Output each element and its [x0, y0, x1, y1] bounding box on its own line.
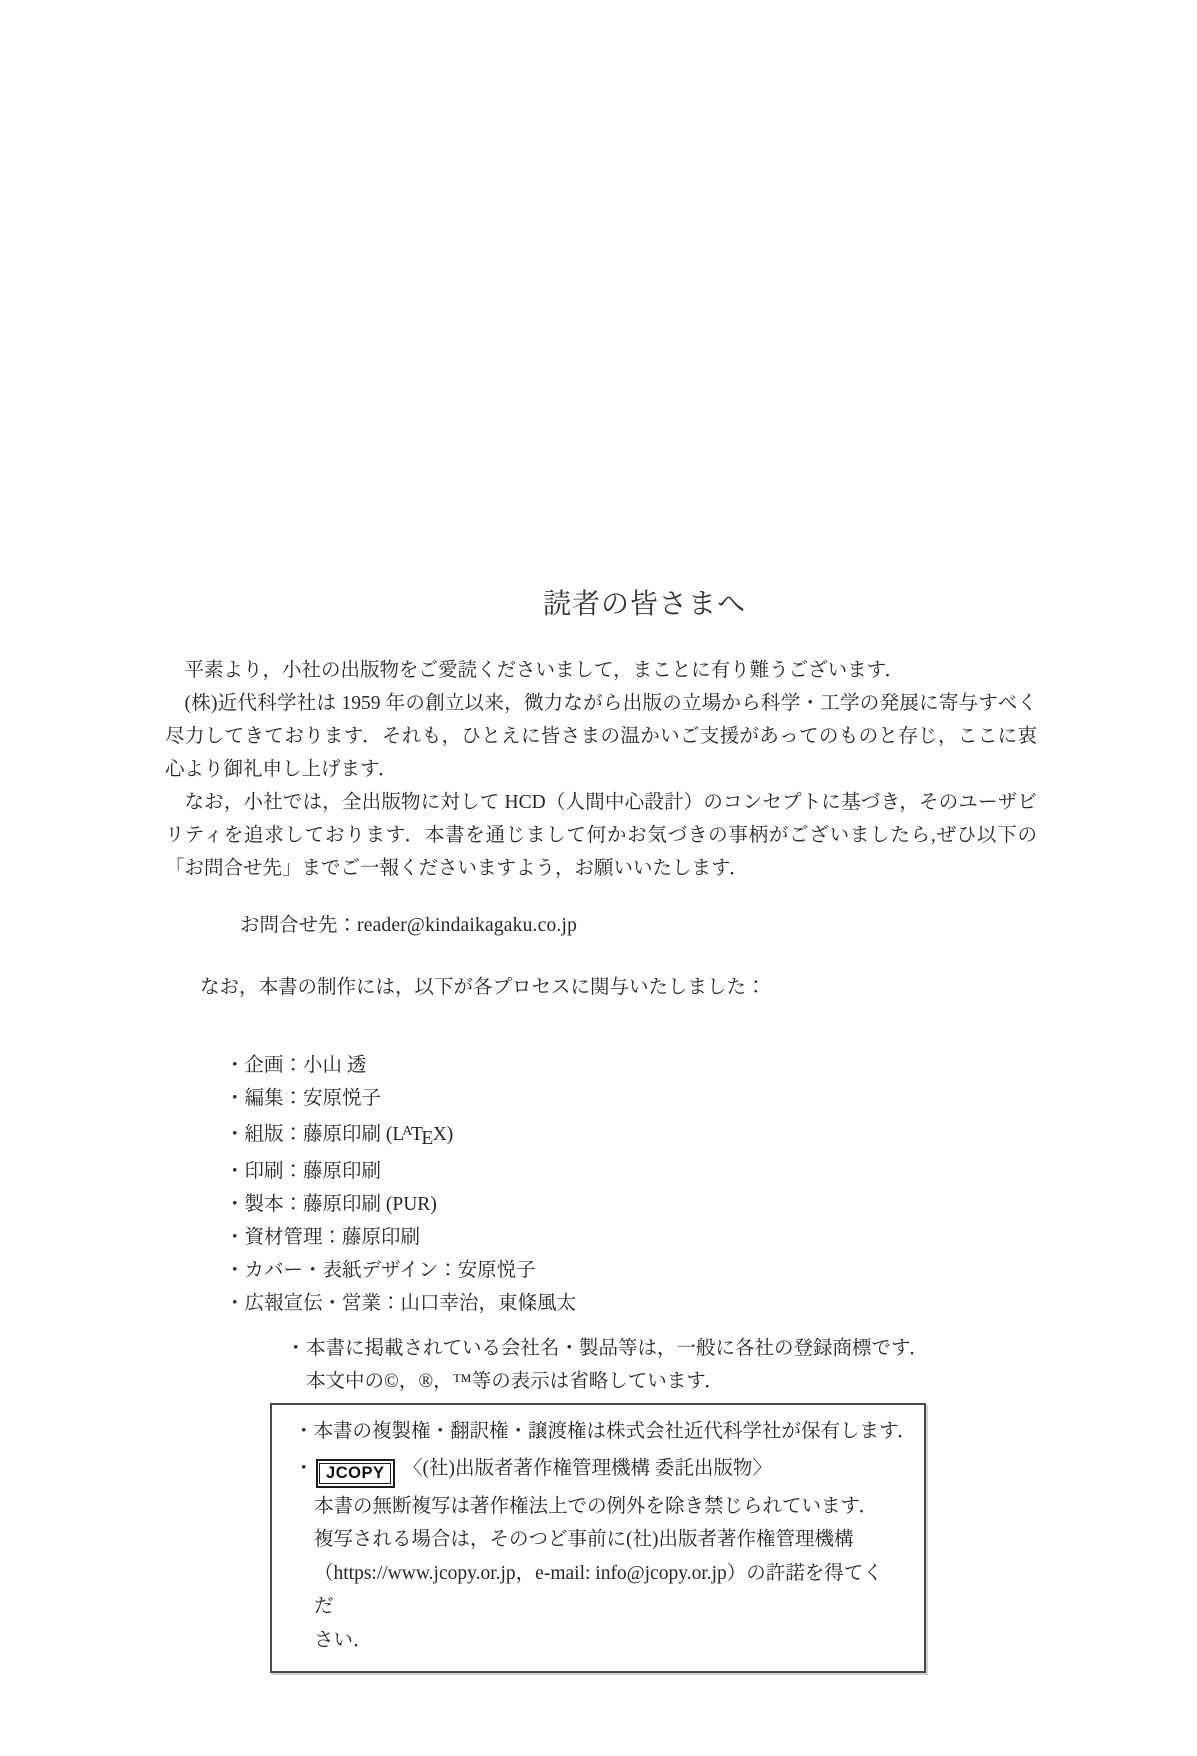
bullet-icon: ・ [225, 1055, 245, 1076]
copyright-rights-line [294, 1415, 917, 1449]
credits-list [225, 1049, 576, 1320]
bullet-icon: ・ [294, 1457, 314, 1479]
credit-text: 製本：藤原印刷 (PUR) [244, 1194, 437, 1216]
bullet-icon: ・ [225, 1161, 245, 1183]
credit-item [225, 1115, 576, 1155]
credit-text: 組版：藤原印刷 $(L^ATEX)$ [244, 1123, 454, 1150]
contact-email: reader@kindaikagaku.co.jp [357, 915, 578, 936]
credit-item [225, 1221, 576, 1254]
bullet-icon: ・ [225, 1123, 245, 1145]
contact-line [240, 909, 577, 942]
bullet-icon: ・ [225, 1088, 245, 1109]
paragraph-hcd: なお，小社では，全出版物に対して HCD（人間中心設計）のコンセプトに基づき，そのユーザビリティを追求しております．本書を通じまして何かお気づきの事柄がございましたら,ぜひ以下の「お問合せ先」までご一報くださいますよう，お願いいたします． [165, 792, 1037, 879]
contact-label: お問合せ先： [240, 915, 358, 936]
bullet-icon: ・ [294, 1421, 314, 1442]
copyright-box [270, 1403, 926, 1673]
jcopy-logo [316, 1459, 395, 1488]
intro-paragraphs [165, 654, 1037, 885]
copyright-body-line: 本書の無断複写は著作権法上での例外を除き禁じられています． [314, 1495, 878, 1517]
credit-text: 編集：安原悦子 [244, 1088, 382, 1109]
bullet-icon: ・ [225, 1194, 245, 1216]
paragraph-thanks: 平素より，小社の出版物をご愛読くださいまして，まことに有り難うございます． [184, 660, 905, 681]
page-title: 読者の皆さまへ [542, 588, 746, 619]
credit-text: 印刷：藤原印刷 [244, 1161, 382, 1183]
trademark-lines [306, 1332, 928, 1398]
trademark-line: 本書に掲載されている会社名・製品等は，一般に各社の登録商標です． [306, 1338, 929, 1359]
bullet-icon: ・ [225, 1260, 245, 1282]
bullet-icon: ・ [286, 1338, 306, 1359]
trademark-note [286, 1332, 928, 1398]
credit-item [225, 1254, 576, 1287]
credit-text: 広報宣伝・営業：山口幸治，東條風太 [244, 1293, 577, 1315]
trademark-line: 本文中の©，®，™等の表示は省略しています． [306, 1371, 724, 1392]
bullet-icon: ・ [225, 1227, 245, 1249]
credit-item [225, 1049, 576, 1082]
copyright-body-line: （https://www.jcopy.or.jp，e-mail: info@jcopy.or.jp）の許諾を得てくだ [314, 1562, 883, 1617]
copyright-body-line: 複写される場合は，そのつど事前に(社)出版者著作権管理機構 [314, 1529, 854, 1550]
credit-text: カバー・表紙デザイン：安原悦子 [244, 1260, 536, 1282]
bullet-icon: ・ [225, 1293, 245, 1315]
credit-item [225, 1082, 576, 1115]
jcopy-logo-text: JCOPY [319, 1463, 391, 1485]
jcopy-note: 〈(社)出版者著作権管理機構 委託出版物〉 [402, 1457, 772, 1479]
credit-item [225, 1287, 576, 1320]
credit-item [225, 1155, 576, 1188]
copyright-body [294, 1490, 902, 1658]
jcopy-line [294, 1452, 902, 1488]
credit-text: 資材管理：藤原印刷 [244, 1227, 421, 1249]
credits-intro: なお，本書の制作には，以下が各プロセスに関与いたしました： [200, 977, 766, 998]
copyright-rights-text: 本書の複製権・翻訳権・譲渡権は株式会社近代科学社が保有します． [313, 1421, 917, 1442]
credit-item [225, 1188, 576, 1221]
copyright-body-line: さい． [314, 1629, 373, 1651]
paragraph-history: (株)近代科学社は 1959 年の創立以来，微力ながら出版の立場から科学・工学の発展に寄与すべく尽力してきております．それも，ひとえに皆さまの温かいご支援があってのものと存じ，ここに衷心より御礼申し上げます． [165, 693, 1037, 780]
credit-text: 企画：小山 透 [244, 1055, 367, 1076]
latex-logo: $L^ATEX$ [392, 1123, 447, 1150]
